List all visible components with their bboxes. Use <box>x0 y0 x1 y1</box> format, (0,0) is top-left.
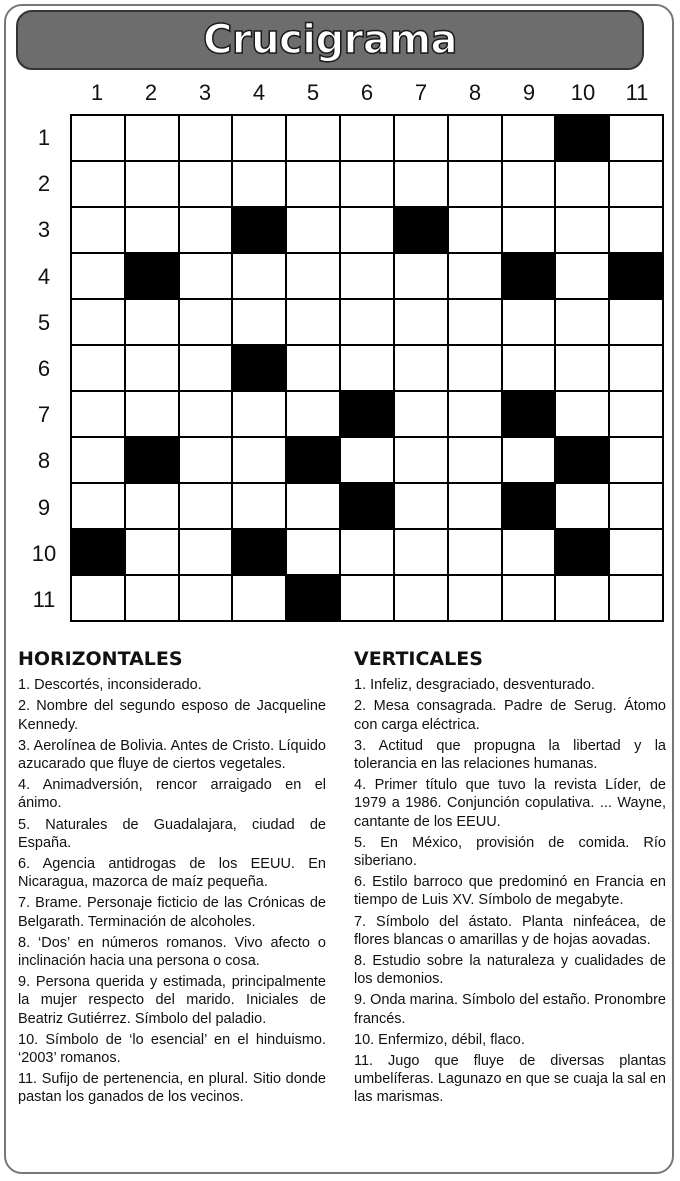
answer-cell[interactable] <box>503 208 555 252</box>
black-square <box>341 392 393 436</box>
column-number: 1 <box>90 80 104 105</box>
answer-cell[interactable] <box>556 208 608 252</box>
answer-cell[interactable] <box>180 300 232 344</box>
answer-cell[interactable] <box>503 116 555 160</box>
answer-cell[interactable] <box>610 484 662 528</box>
clue-item: 2. Nombre del segundo esposo de Jacqueline Kennedy. <box>18 698 326 733</box>
row-number: 6 <box>37 356 51 381</box>
black-square <box>126 438 178 482</box>
black-square <box>556 116 608 160</box>
row-number: 4 <box>37 263 51 289</box>
clue-item: 3. Actitud que propugna la libertad y la tolerancia en las relaciones humanas. <box>354 737 666 773</box>
answer-cell[interactable] <box>556 300 608 344</box>
answer-cell[interactable] <box>233 576 285 620</box>
answer-cell[interactable] <box>233 162 285 206</box>
clue-item: 1. Infeliz, desgraciado, desventurado. <box>354 677 596 694</box>
answer-cell[interactable] <box>395 346 447 390</box>
answer-cell[interactable] <box>503 300 555 344</box>
answer-cell[interactable] <box>610 530 662 574</box>
puzzle-title: Crucigrama <box>202 17 457 63</box>
answer-cell[interactable] <box>126 346 178 390</box>
vertical-clues <box>354 650 666 1110</box>
answer-cell[interactable] <box>610 392 662 436</box>
answer-cell[interactable] <box>503 530 555 574</box>
answer-cell[interactable] <box>449 484 501 528</box>
answer-cell[interactable] <box>126 484 178 528</box>
answer-cell[interactable] <box>233 300 285 344</box>
column-number: 8 <box>468 80 482 105</box>
answer-cell[interactable] <box>395 576 447 620</box>
black-square <box>287 438 339 482</box>
answer-cell[interactable] <box>341 530 393 574</box>
answer-cell[interactable] <box>287 346 339 390</box>
answer-cell[interactable] <box>126 576 178 620</box>
answer-cell[interactable] <box>126 116 178 160</box>
row-number: 5 <box>37 309 51 335</box>
column-number: 11 <box>625 80 649 105</box>
crossword-grid <box>70 114 664 622</box>
clue-item: 7. Brame. Personaje ficticio de las Crónicas de Belgarath. Terminación de alcoholes. <box>18 895 326 930</box>
answer-cell[interactable] <box>180 116 232 160</box>
answer-cell[interactable] <box>126 300 178 344</box>
answer-cell[interactable] <box>503 162 555 206</box>
answer-cell[interactable] <box>449 116 501 160</box>
answer-cell[interactable] <box>180 346 232 390</box>
answer-cell[interactable] <box>180 438 232 482</box>
vertical-clue-list <box>354 676 666 1106</box>
answer-cell[interactable] <box>180 162 232 206</box>
black-square <box>556 438 608 482</box>
answer-cell[interactable] <box>72 484 124 528</box>
answer-cell[interactable] <box>449 530 501 574</box>
row-number: 3 <box>37 217 51 243</box>
answer-cell[interactable] <box>449 162 501 206</box>
answer-cell[interactable] <box>449 208 501 252</box>
answer-cell[interactable] <box>449 346 501 390</box>
black-square <box>233 530 285 574</box>
answer-cell[interactable] <box>72 300 124 344</box>
clue-item: 5. En México, provisión de comida. Río siberiano. <box>354 834 666 870</box>
answer-cell[interactable] <box>287 208 339 252</box>
clue-item: 10. Símbolo de ‘lo esencial’ en el hinduismo. ‘2003’ romanos. <box>18 1031 326 1067</box>
answer-cell[interactable] <box>556 576 608 620</box>
answer-cell[interactable] <box>233 392 285 436</box>
answer-cell[interactable] <box>556 392 608 436</box>
clue-item: 11. Jugo que fluye de diversas plantas umbelíferas. Lagunazo en que se cuaja la sal en las marismas. <box>354 1053 666 1106</box>
answer-cell[interactable] <box>395 484 447 528</box>
column-number: 5 <box>306 80 320 105</box>
answer-cell[interactable] <box>233 116 285 160</box>
clue-item: 2. Mesa consagrada. Padre de Serug. Átomo con carga eléctrica. <box>354 698 666 733</box>
row-number: 7 <box>37 402 51 428</box>
clue-item: 4. Primer título que tuvo la revista Líder, de 1979 a 1986. Conjunción copulativa. ... Wayne, cantante de los EEUU. <box>354 777 666 830</box>
answer-cell[interactable] <box>449 254 501 298</box>
answer-cell[interactable] <box>556 346 608 390</box>
answer-cell[interactable] <box>126 162 178 206</box>
black-square <box>233 208 285 252</box>
answer-cell[interactable] <box>556 162 608 206</box>
black-square <box>126 254 178 298</box>
answer-cell[interactable] <box>449 576 501 620</box>
answer-cell[interactable] <box>395 530 447 574</box>
answer-cell[interactable] <box>72 392 124 436</box>
answer-cell[interactable] <box>287 162 339 206</box>
answer-cell[interactable] <box>449 300 501 344</box>
answer-cell[interactable] <box>610 116 662 160</box>
column-number: 4 <box>252 80 266 105</box>
answer-cell[interactable] <box>610 162 662 206</box>
answer-cell[interactable] <box>449 392 501 436</box>
clue-item: 6. Agencia antidrogas de los EEUU. En Nicaragua, mazorca de maíz pequeña. <box>18 856 326 891</box>
answer-cell[interactable] <box>395 254 447 298</box>
answer-cell[interactable] <box>233 438 285 482</box>
clue-item: 6. Estilo barroco que predominó en Francia en tiempo de Luis XV. Símbolo de megabyte. <box>354 874 666 909</box>
column-number: 6 <box>360 80 374 105</box>
answer-cell[interactable] <box>180 208 232 252</box>
row-number: 1 <box>37 125 51 150</box>
answer-cell[interactable] <box>610 300 662 344</box>
black-square <box>233 346 285 390</box>
column-number: 3 <box>198 80 212 105</box>
clue-item: 7. Símbolo del ástato. Planta ninfeácea, de flores blancas o amarillas y de hojas aovadas. <box>354 913 666 948</box>
black-square <box>503 254 555 298</box>
answer-cell[interactable] <box>287 116 339 160</box>
answer-cell[interactable] <box>287 254 339 298</box>
answer-cell[interactable] <box>556 484 608 528</box>
column-number: 9 <box>522 80 536 105</box>
answer-cell[interactable] <box>610 208 662 252</box>
clue-item: 8. Estudio sobre la naturaleza y cualidades de los demonios. <box>354 953 666 988</box>
answer-cell[interactable] <box>180 392 232 436</box>
answer-cell[interactable] <box>556 254 608 298</box>
answer-cell[interactable] <box>341 576 393 620</box>
answer-cell[interactable] <box>180 254 232 298</box>
answer-cell[interactable] <box>395 392 447 436</box>
clue-item: 1. Descortés, inconsiderado. <box>18 677 202 694</box>
clue-item: 11. Sufijo de pertenencia, en plural. Sitio donde pastan los ganados de los vecinos. <box>18 1071 326 1106</box>
column-number: 7 <box>414 80 428 105</box>
answer-cell[interactable] <box>72 162 124 206</box>
black-square <box>556 530 608 574</box>
answer-cell[interactable] <box>287 530 339 574</box>
answer-cell[interactable] <box>341 162 393 206</box>
answer-cell[interactable] <box>126 530 178 574</box>
answer-cell[interactable] <box>287 392 339 436</box>
answer-cell[interactable] <box>72 346 124 390</box>
clue-item: 10. Enfermizo, débil, flaco. <box>354 1031 525 1048</box>
row-number: 2 <box>37 171 51 197</box>
answer-cell[interactable] <box>126 392 178 436</box>
answer-cell[interactable] <box>72 208 124 252</box>
answer-cell[interactable] <box>395 300 447 344</box>
black-square <box>395 208 447 252</box>
answer-cell[interactable] <box>449 438 501 482</box>
row-number: 11 <box>32 587 56 612</box>
black-square <box>503 392 555 436</box>
clue-item: 3. Aerolínea de Bolivia. Antes de Cristo. Líquido azucarado que fluye de ciertos vegetales. <box>18 737 326 773</box>
title-banner <box>16 10 644 70</box>
answer-cell[interactable] <box>341 346 393 390</box>
answer-cell[interactable] <box>341 438 393 482</box>
black-square <box>287 576 339 620</box>
answer-cell[interactable] <box>395 438 447 482</box>
horizontal-clue-list <box>18 676 326 1106</box>
row-number: 10 <box>31 540 57 566</box>
answer-cell[interactable] <box>233 254 285 298</box>
answer-cell[interactable] <box>610 346 662 390</box>
answer-cell[interactable] <box>126 208 178 252</box>
black-square <box>610 254 662 298</box>
answer-cell[interactable] <box>395 162 447 206</box>
column-number: 2 <box>144 80 158 105</box>
answer-cell[interactable] <box>503 576 555 620</box>
answer-cell[interactable] <box>341 116 393 160</box>
answer-cell[interactable] <box>287 300 339 344</box>
answer-cell[interactable] <box>610 438 662 482</box>
answer-cell[interactable] <box>395 116 447 160</box>
column-number: 10 <box>570 80 596 105</box>
clue-item: 8. ‘Dos’ en números romanos. Vivo afecto o inclinación hacia una persona o cosa. <box>18 934 326 970</box>
clue-item: 4. Animadversión, rencor arraigado en el ánimo. <box>18 777 326 812</box>
answer-cell[interactable] <box>341 208 393 252</box>
horizontal-clues <box>18 650 326 1110</box>
answer-cell[interactable] <box>180 530 232 574</box>
black-square <box>341 484 393 528</box>
answer-cell[interactable] <box>180 484 232 528</box>
answer-cell[interactable] <box>610 576 662 620</box>
answer-cell[interactable] <box>180 576 232 620</box>
horizontal-heading: HORIZONTALES <box>18 648 183 670</box>
row-number: 8 <box>37 448 51 474</box>
clue-item: 9. Persona querida y estimada, principalmente la mujer respecto del marido. Iniciales de Beatriz Gutiérrez. Símbolo del paladio. <box>18 974 326 1027</box>
black-square <box>503 484 555 528</box>
answer-cell[interactable] <box>503 346 555 390</box>
answer-cell[interactable] <box>341 254 393 298</box>
vertical-heading: VERTICALES <box>354 648 483 670</box>
answer-cell[interactable] <box>503 438 555 482</box>
row-number: 9 <box>37 494 51 520</box>
answer-cell[interactable] <box>341 300 393 344</box>
answer-cell[interactable] <box>72 438 124 482</box>
black-square <box>72 530 124 574</box>
clue-item: 9. Onda marina. Símbolo del estaño. Pronombre francés. <box>354 992 666 1027</box>
answer-cell[interactable] <box>233 484 285 528</box>
answer-cell[interactable] <box>72 254 124 298</box>
answer-cell[interactable] <box>72 576 124 620</box>
answer-cell[interactable] <box>72 116 124 160</box>
clue-item: 5. Naturales de Guadalajara, ciudad de España. <box>18 816 326 851</box>
answer-cell[interactable] <box>287 484 339 528</box>
